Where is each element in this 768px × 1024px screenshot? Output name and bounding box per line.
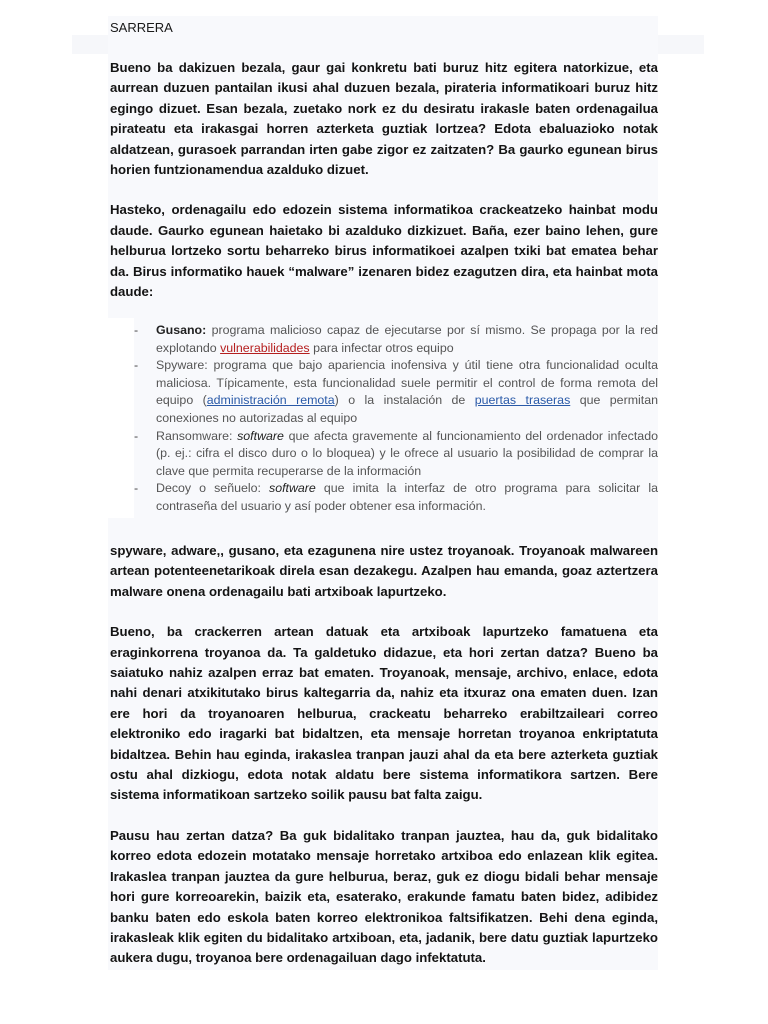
ransomware-italic: software	[237, 428, 284, 443]
paragraph-troyanoa: Bueno, ba crackerren artean datuak eta artxiboak lapurtzeko famatuena eta eraginkorrena troyanoa da. Ta galdetuko didazue, eta hori zertan datza? Bueno ba saiatuko nahiz azalpen erraz bat ematen. Troyanoak, mensaje, archivo, enlace, edota nahi denari atxikitutako birus kaltegarria da, nahiz eta itxuraz ona ematen duen. Izan ere hori da troyanoaren helburua, crackeatu beharreko erabiltzaileari correo elektroniko edo iragarki bat bidaltzen, eta mensaje horretan troyanoa enkriptatuta bidaltzea. Behin hau eginda, irakaslea tranpan jauzi ahal da eta bere azterketa guztiak ostu ahal dizkiogu, edota notak aldatu bere sistema informatikora sartzen. Bere sistema informatikoan sartzeko soilik pausu bat falta zaigu.	[110, 624, 658, 803]
decoy-italic: software	[269, 481, 316, 496]
vulnerabilidades-link[interactable]: vulnerabilidades	[220, 340, 310, 355]
spyware-text-end: que permitan conexiones no autorizadas al equipo	[156, 393, 658, 425]
list-dash: -	[134, 358, 139, 373]
document-title: SARRERA	[110, 20, 173, 35]
malware-types-list	[134, 322, 658, 516]
list-dash: -	[134, 481, 139, 496]
gusano-term: Gusano:	[156, 323, 207, 337]
paragraph-pausu: Pausu hau zertan datza? Ba guk bidalitako tranpan jauztea, hau da, guk bidalitako korreo edota edozein motatako mensaje horretako artxiboa edo enlazean klik egitea. Irakaslea tranpan jauztea da gure helburua, beraz, guk ez diogu bidali behar mensaje hori gure korreoarekin, baizik eta, esaterako, erakunde famatu baten bidez, adibidez banku baten edo eskola baten korreo elektronikoa faltsifikatzen. Behi dena eginda, irakasleak klik egiten du bidalitako artxiboan, eta, jadanik, bere datu guztiak lapurtzeko aukera dugu, troyanoa bere ordenagailuan dago infektatuta.	[110, 827, 658, 966]
paragraph-malware-intro: Hasteko, ordenagailu edo edozein sistema informatikoa crackeatzeko hainbat modu daude. Gaurko egunean haietako bi azalduko dizkizuet. Baña, ezer baino lehen, gure helburua lortzeko sortu beharreko birus informatikoei azalpen txiki bat ematea behar da. Birus informatiko hauek “malware” izenaren bidez ezagutzen dira, eta hainbat mota daude:	[110, 202, 658, 300]
list-item-ransomware	[134, 428, 658, 481]
gusano-text: programa malicioso capaz de ejecutarse por sí mismo. Se propaga por la red explotando	[156, 323, 658, 355]
list-item-decoy	[134, 480, 658, 515]
decoy-text: Decoy o señuelo:	[156, 481, 269, 496]
background-list-margin	[108, 318, 134, 518]
list-dash: -	[134, 428, 139, 443]
administracion-remota-link[interactable]: administración remota	[206, 393, 335, 408]
puertas-traseras-link[interactable]: puertas traseras	[474, 393, 571, 408]
list-dash: -	[134, 323, 139, 337]
paragraph-troyanoak: spyware, adware,, gusano, eta ezagunena nire ustez troyanoak. Troyanoak malwareen artean potenteenetarikoak direla esan dezakegu. Azalpen hau emanda, goaz aztertzera malware onena ordenagailu bati artxiboak lapurtzeko.	[110, 543, 658, 599]
document-page-lower	[110, 541, 658, 969]
decoy-text-end: que imita la interfaz de otro programa para solicitar la contraseña del usuario y así poder obtener esa información.	[156, 481, 658, 513]
ransomware-text: Ransomware:	[156, 428, 238, 443]
gusano-text-end: para infectar otros equipo	[309, 340, 454, 355]
list-item-gusano	[134, 322, 658, 357]
paragraph-intro: Bueno ba dakizuen bezala, gaur gai konkretu bati buruz hitz egitera natorkizue, eta aurrean duzuen pantailan ikusi ahal duzuen bezala, pirateria informatikoari buruz hitz egingo dizuet. Esan bezala, zuetako nork ez du desiratu irakasle baten ordenagailua pirateatu eta irakasgai horren azterketa guztiak lortzea? Edota ebaluazioko notak aldatzean, gurasoek parrandan irten gabe zigor ez zaitzaten? Ba gaurko egunean birus horien funtzionamendua azalduko dizuet.	[110, 60, 658, 178]
ransomware-text-end: que afecta gravemente al funcionamiento del ordenador infectado (p. ej.: cifra el disco duro o lo bloquea) y le ofrece al usuario la posibilidad de comprar la clave que permita recuperarse de la información	[156, 428, 658, 478]
document-page	[110, 16, 658, 302]
list-item-spyware	[134, 357, 658, 427]
spyware-text: Spyware: programa que bajo apariencia inofensiva y útil tiene otra funcionalidad oculta maliciosa. Típicamente, esta funcionalidad suele permitir el control de forma remota del equipo (	[156, 358, 658, 408]
spyware-text-mid: ) o la instalación de	[334, 393, 475, 408]
